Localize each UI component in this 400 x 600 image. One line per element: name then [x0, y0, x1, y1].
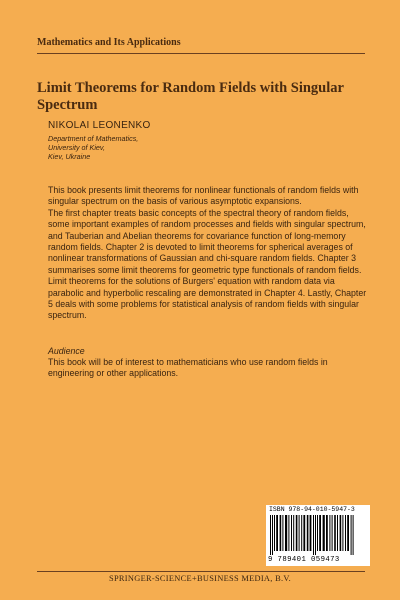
affiliation-line: Department of Mathematics, [48, 134, 139, 143]
description-paragraph: The first chapter treats basic concepts of the spectral theory of random fields, some important examples of random processes and fields with singular spectrum, and Tauberian and Abelian theorems for covariance function of long-memory random fields. Chapter 2 is devoted to limit theorems for spherical averages of nonlinear transformations of Gaussian and chi-square random fields. Chapter 3 summarises some limit theorems for geometric type functionals of random fields. Limit theorems for the solutions of Burgers' equation with random data via parabolic and hyperbolic rescaling are demonstrated in Chapter 4. Lastly, Chapter 5 deals with some problems for statistical analysis of random fields with singular spectrum. [48, 207, 367, 321]
barcode-bar [299, 515, 300, 551]
book-title: Limit Theorems for Random Fields with Singular Spectrum [37, 80, 344, 113]
barcode-bar [310, 515, 312, 551]
isbn-label: ISBN 978-94-010-5947-3 [269, 506, 355, 513]
barcode-bar [337, 515, 338, 551]
barcode-bar [313, 515, 314, 555]
barcode-bar [345, 515, 346, 551]
barcode-bar [282, 515, 283, 551]
barcode-bar [342, 515, 343, 551]
barcode-bar [317, 515, 318, 551]
barcode-bar [276, 515, 278, 551]
barcode-bar [347, 515, 349, 551]
barcode-bar [296, 515, 298, 551]
barcode-bar [291, 515, 292, 551]
barcode-bar [303, 515, 305, 551]
barcode-bar [285, 515, 287, 551]
barcode-bar [315, 515, 316, 555]
publisher-name: SPRINGER-SCIENCE+BUSINESS MEDIA, B.V. [108, 574, 292, 583]
affiliation-line: University of Kiev, [48, 143, 105, 152]
series-title: Mathematics and Its Applications [37, 37, 181, 48]
barcode-bar [329, 515, 330, 551]
barcode-box [266, 505, 370, 566]
barcode-bar [351, 515, 352, 555]
barcode-bar [301, 515, 302, 551]
affiliation-line: Kiev, Ukraine [48, 152, 91, 161]
barcode-bar [274, 515, 275, 551]
barcode-bars [269, 515, 367, 555]
description-paragraph: This book presents limit theorems for nonlinear functionals of random fields with singular spectrum on the basis of various asymptotic expansions. [48, 185, 359, 207]
barcode-bar [326, 515, 328, 551]
top-rule [37, 53, 365, 54]
barcode-bar [323, 515, 325, 551]
barcode-bar [334, 515, 336, 551]
barcode-bar [332, 515, 333, 551]
barcode-bar [319, 515, 321, 551]
barcode-bar [340, 515, 342, 551]
book-description [48, 185, 370, 322]
barcode-bar [353, 515, 354, 555]
bottom-rule [37, 571, 365, 572]
audience-text: This book will be of interest to mathematicians who use random fields in engineering or other applications. [48, 357, 328, 379]
barcode-bar [293, 515, 294, 551]
barcode-digits: 9 789401 059473 [268, 556, 340, 564]
author-name: NIKOLAI LEONENKO [48, 120, 151, 131]
barcode-bar [280, 515, 282, 551]
author-affiliation [48, 134, 138, 161]
barcode-bar [272, 515, 273, 555]
audience-heading: Audience [48, 346, 85, 356]
barcode-bar [270, 515, 271, 555]
barcode-bar [307, 515, 309, 551]
barcode-bar [288, 515, 289, 551]
